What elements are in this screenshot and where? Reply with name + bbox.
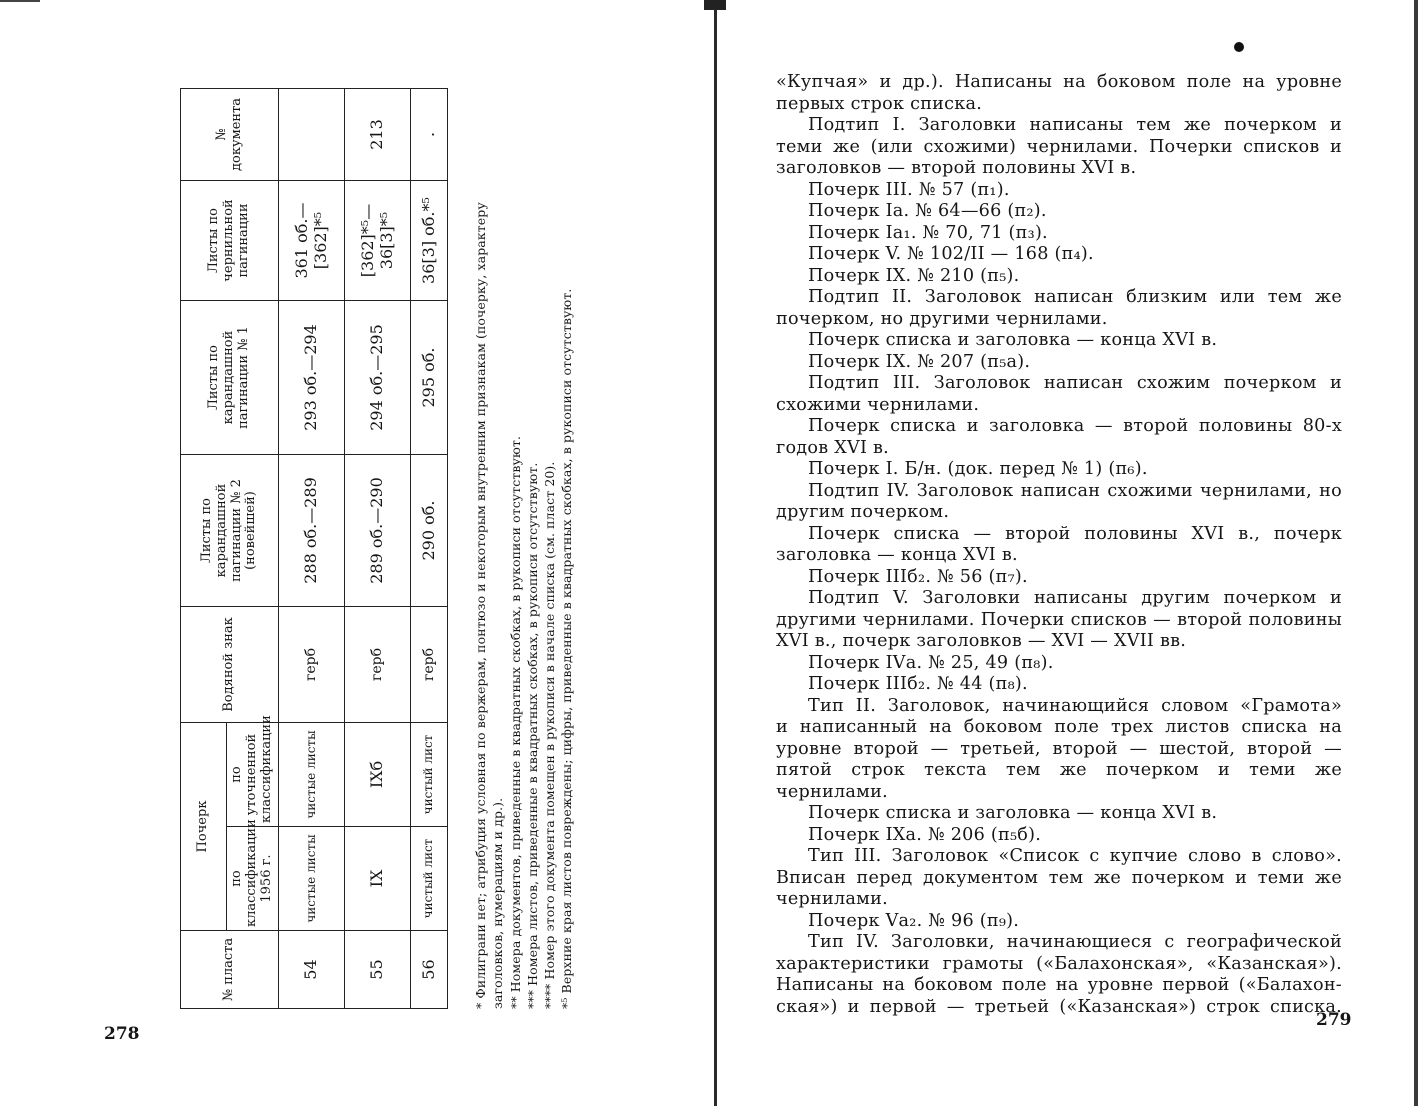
text-line: теми же (или схожими) чернилами. Почерки списков и	[776, 136, 1342, 157]
col-header-plast: № пласта	[181, 931, 279, 1009]
col-header-pag2: Листы по карандашной пагинации № 2 (новейшей)	[181, 455, 279, 607]
text-line: заголовка — конца XVI в.	[776, 545, 1018, 565]
cell-pag2: 290 об.	[411, 455, 448, 607]
top-edge-rule	[0, 0, 40, 2]
text-line: годов XVI в.	[776, 437, 890, 458]
col-header-doc: № документа	[181, 89, 279, 181]
col-header-ink: Листы по чернильной пагинации	[181, 181, 279, 301]
text-line: Почерк IIIб₂. № 44 (п₈).	[808, 674, 1028, 694]
book-gutter	[714, 0, 717, 1106]
text-line: Тип II. Заголовок, начинающийся словом «Грамота»	[808, 695, 1342, 716]
cell-refined: IXб	[345, 723, 411, 827]
text-line: Почерк Vа₂. № 96 (п₉).	[808, 910, 1020, 931]
right-page-text	[776, 72, 1342, 1018]
text-line: Почерк Iа₁. № 70, 71 (п₃).	[808, 222, 1048, 243]
cell-class1956: IX	[345, 827, 411, 931]
cell-ink: 361 об.—[362]*⁵	[279, 181, 345, 301]
cell-watermark: герб	[411, 607, 448, 723]
text-line: Почерк списка и заголовка — второй половины 80-х	[808, 416, 1342, 436]
gutter-top-mark	[704, 0, 726, 10]
left-page-rotated	[180, 89, 610, 1009]
text-line: Подтип IV. Заголовок написан схожими чернилами, но	[808, 480, 1342, 501]
cell-pag1: 295 об.	[411, 301, 448, 455]
text-line: Почерк IIIб₂. № 56 (п₇).	[808, 566, 1028, 587]
cell-watermark: герб	[279, 607, 345, 723]
col-header-1956: по классификации 1956 г.	[227, 827, 279, 931]
cell-plast: 54	[279, 931, 345, 1009]
col-header-handwriting: Почерк	[181, 723, 227, 931]
table-row	[411, 89, 448, 1009]
footnote-line: **** Номер этого документа помещен в рукописи в начале списка (см. пласт 20).	[542, 461, 557, 1009]
cell-pag1: 293 об.—294	[279, 301, 345, 455]
text-line: Почерк I. Б/н. (док. перед № 1) (п₆).	[808, 459, 1148, 479]
table-header-row	[181, 89, 227, 1009]
text-line: «Купчая» и др.). Написаны на боковом поле на уровне	[776, 72, 1342, 92]
cell-doc	[279, 89, 345, 181]
footnote-line: ** Номера документов, приведенные в квадратных скобках, в рукописи отсутствуют.	[507, 435, 523, 1009]
text-line: Почерк IVа. № 25, 49 (п₈).	[808, 652, 1054, 673]
text-line: Подтип III. Заголовок написан схожим почерком и	[808, 373, 1342, 393]
ink-dot	[1234, 42, 1244, 52]
text-line: Почерк списка и заголовка — конца XVI в.	[808, 803, 1218, 823]
cell-ink: [362]*⁵—36[3]*⁵	[345, 181, 411, 301]
text-line: Подтип I. Заголовки написаны тем же почерком и	[808, 115, 1342, 135]
table-row	[279, 89, 345, 1009]
text-line: чернилами.	[776, 889, 888, 909]
text-line: уровне второй — третьей, второй — шестой, второй —	[776, 738, 1342, 759]
col-header-watermark: Водяной знак	[181, 607, 279, 723]
text-line: Вписан перед документом тем же почерком и теми же	[776, 867, 1342, 888]
text-line: Почерк Iа. № 64—66 (п₂).	[808, 201, 1047, 221]
table-row	[345, 89, 411, 1009]
text-line: Почерк III. № 57 (п₁).	[808, 179, 1010, 200]
text-line: Почерк IX. № 207 (п₅а).	[808, 351, 1031, 372]
cell-plast: 55	[345, 931, 411, 1009]
text-line: характеристики грамоты («Балахонская», «Казанская»).	[776, 953, 1342, 974]
text-line: другими чернилами. Почерки списков — второй половины	[776, 609, 1342, 630]
cell-doc: 213	[345, 89, 411, 181]
text-line: Почерк списка и заголовка — конца XVI в.	[808, 330, 1218, 350]
text-line: первых строк списка.	[776, 93, 983, 114]
cell-refined: чистый лист	[411, 723, 448, 827]
text-line: Тип III. Заголовок «Список с купчие слово в слово».	[808, 846, 1342, 866]
cell-class1956: чистый лист	[411, 827, 448, 931]
page-edge-right	[1414, 0, 1418, 1106]
footnote-line: *** Номера листов, приведенные в квадратных скобках, в рукописи отсутствуют.	[524, 462, 540, 1009]
cell-pag1: 294 об.—295	[345, 301, 411, 455]
text-line: заголовков — второй половины XVI в.	[776, 158, 1137, 178]
text-line: Почерк списка — второй половины XVI в., почерк	[808, 523, 1342, 544]
footnote-line: * Филиграни нет; атрибуция условная по вержерам, понтюзо и некоторым внутренним признакам (почерку, характеру	[473, 202, 488, 1009]
cell-watermark: герб	[345, 607, 411, 723]
footnote-line: заголовков, нумерациям и др.).	[490, 797, 506, 1009]
col-header-refined: по уточненной классификации	[227, 723, 279, 827]
text-line: почерком, но другими чернилами.	[776, 308, 1108, 329]
cell-plast: 56	[411, 931, 448, 1009]
text-line: ская») и первой — третьей («Казанская») строк списка.	[776, 996, 1342, 1017]
plast-table-wrap	[180, 89, 448, 1009]
cell-refined: чистые листы	[279, 723, 345, 827]
text-line: Почерк IX. № 210 (п₅).	[808, 265, 1020, 286]
text-line: Тип IV. Заголовки, начинающиеся с географической	[808, 932, 1342, 952]
text-line: Подтип V. Заголовки написаны другим почерком и	[808, 588, 1342, 608]
cell-ink: 36[3] об.*⁵	[411, 181, 448, 301]
text-line: Написаны на боковом поле на уровне первой («Балахон-	[776, 975, 1342, 995]
cell-class1956: чистые листы	[279, 827, 345, 931]
cell-pag2: 288 об.—289	[279, 455, 345, 607]
col-header-pag1: Листы по карандашной пагинации № 1	[181, 301, 279, 455]
footnote-line: *⁵ Верхние края листов повреждены; цифры, приведенные в квадратных скобках, в рукописи отсутствуют.	[559, 288, 575, 1009]
footnotes	[472, 89, 576, 1009]
text-line: другим почерком.	[776, 502, 950, 522]
text-line: пятой строк текста тем же почерком и теми же чернилами.	[776, 760, 1342, 802]
text-line: и написанный на боковом поле трех листов списка на	[776, 717, 1342, 737]
left-page-number: 278	[104, 1024, 140, 1044]
text-line: Почерк V. № 102/II — 168 (п₄).	[808, 244, 1094, 264]
plast-table	[180, 88, 448, 1009]
text-line: XVI в., почерк заголовков — XVI — XVII вв.	[776, 631, 1187, 651]
cell-pag2: 289 об.—290	[345, 455, 411, 607]
text-line: схожими чернилами.	[776, 394, 980, 415]
text-line: Подтип II. Заголовок написан близким или тем же	[808, 287, 1342, 307]
cell-doc: .	[411, 89, 448, 181]
right-page-number: 279	[1316, 1010, 1352, 1030]
text-line: Почерк IXа. № 206 (п₅б).	[808, 824, 1042, 845]
